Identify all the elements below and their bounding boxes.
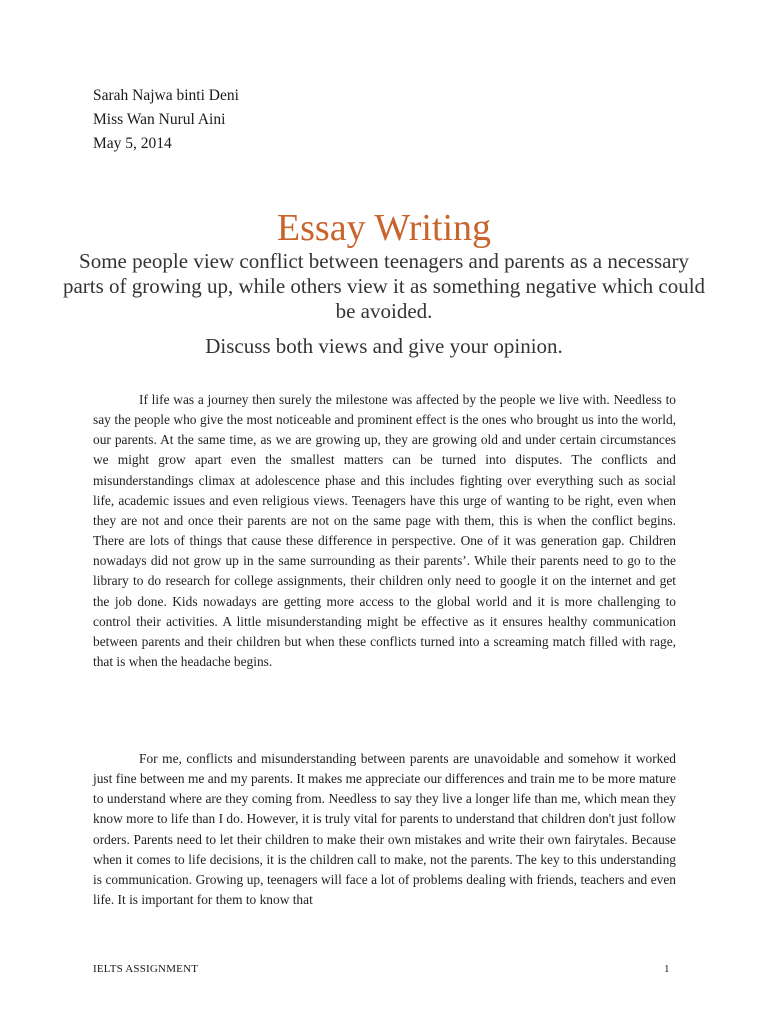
document-date: May 5, 2014 bbox=[93, 135, 172, 152]
essay-question: Some people view conflict between teenagers and parents as a necessary parts of growing up, while others view it as something negative which could be avoided. bbox=[62, 249, 706, 323]
author-name: Sarah Najwa binti Deni bbox=[93, 87, 239, 104]
document-title: Essay Writing bbox=[276, 207, 492, 249]
essay-instruction: Discuss both views and give your opinion. bbox=[205, 334, 563, 358]
instructor-name: Miss Wan Nurul Aini bbox=[93, 111, 226, 128]
paragraph-text: If life was a journey then surely the milestone was affected by the people we live with. Needless to say the people who give the most noticeable and prominent effect is the ones who brought us into the world, our parents. At the same time, as we are growing up, they are growing old and under certain circumstances we might grow apart even the smallest matters can be turned into disputes. The conflicts and misunderstandings climax at adolescence phase and this includes fighting over everything such as social life, academic issues and even religious views. Teenagers have this urge of wanting to be right, even when they are not and once their parents are not on the same page with them, this is when the conflict begins. There are lots of things that cause these difference in perspective. One of it was generation gap. Children nowadays did not grow up in the same surrounding as their parents’. While their parents need to go to the library to do research for college assignments, their children only need to google it on the internet and get the job done. Kids nowadays are getting more access to the global world and it is more challenging to control their activities. A little misunderstanding might be effective as it ensures healthy communication between parents and their children but when these conflicts turned into a screaming match filled with rage, that is when the headache begins. bbox=[93, 392, 676, 670]
body-paragraph bbox=[93, 390, 676, 672]
footer-label: IELTS ASSIGNMENT bbox=[93, 963, 199, 975]
body-paragraph bbox=[93, 749, 676, 910]
page-number: 1 bbox=[664, 963, 670, 975]
document-header bbox=[93, 84, 239, 156]
paragraph-text: For me, conflicts and misunderstanding between parents are unavoidable and somehow it worked just fine between me and my parents. It makes me appreciate our differences and train me to be more mature to understand where are they coming from. Needless to say they live a longer life than me, which mean they know more to life than I do. However, it is truly vital for parents to understand that children don't just follow orders. Parents need to let their children to make their own mistakes and write their own fairytales. Because when it comes to life decisions, it is the children call to make, not the parents. The key to this understanding is communication. Growing up, teenagers will face a lot of problems dealing with friends, teachers and even life. It is important for them to know that bbox=[93, 751, 676, 908]
